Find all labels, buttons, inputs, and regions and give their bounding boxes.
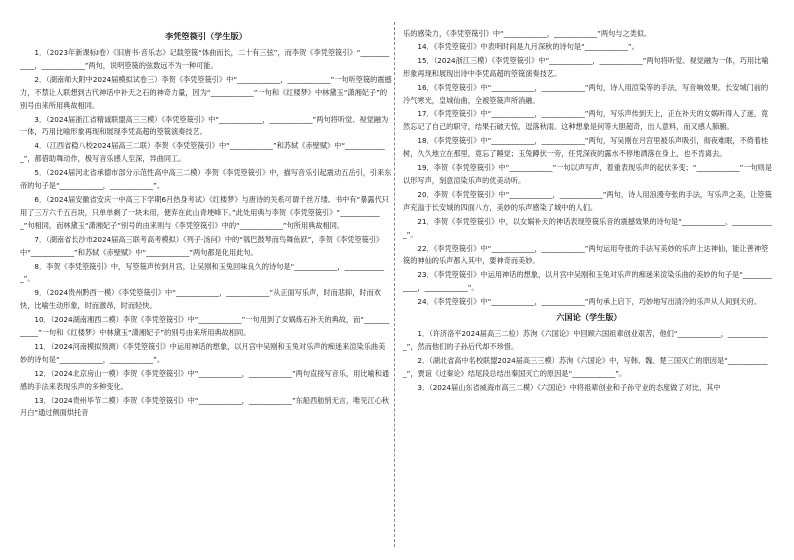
left-column [20,28,392,548]
question-item: 12．（2024北京房山一模）李贺《李凭箜篌引》中“____________，____________”两句直接写音乐，用比喻和通感的手法来表现乐声的多种变化。 [20,368,390,391]
question-item: 22．《李凭箜篌引》中“____________，____________”两句运用夸张的手法写美妙的乐声上达神仙，能让善神箜篌的神仙的乐声都入其中，要神奇而美妙。 [403,243,769,266]
question-item: 5．（2024届河北省承德市部分示范性高中高三二模）李贺《李凭箜篌引》中，描写音乐引起震动五岳引，引来东帝的句子是“____________，____________”。 [20,168,392,191]
question-item: 15．（2024浙江三模）《李凭箜篌引》中“____________，____________”两句将听觉、视觉融为一体，巧用比喻形象再现和展现出诗中李凭高超的箜篌演奏技艺。 [403,55,769,78]
column-divider [394,22,395,547]
question-item: 1．（2023年新课标Ⅰ卷）《旧唐书·音乐志》记载箜篌“体曲而长，二十有三弦”，而李贺《李凭箜篌引》“____________，____________”两句，说明箜篌的弦数远不为一种可能。 [20,48,390,70]
question-item: 2．（湖南师大附中2024届模拟试卷三）李贺《李凭箜篌引》中“____________，____________”一句听箜篌的震撼力，不禁让人联想到古代神话中补天之石的神奇力量，因为“____________”一句和《红楼梦》中林黛玉“潇湘妃子”的别号由来所用典故相同。 [20,74,392,110]
question-item: 13．（2024贵州毕节二模）李贺《李凭箜篌引》中“____________，____________”东船西舫悄无言，唯见江心秋月白”通过侧面烘托音 [20,395,390,418]
question-item: 21．李贺《李凭箜篌引》中，以女娲补天的神话表现箜篌乐音的震撼效果的诗句是“____________，____________”。 [403,216,772,239]
question-item: 9．（2024贵州黔西一模）《李凭箜篌引》中“____________，____________”从正面写乐声，时而悲抑，时而欢快，比喻生动形象，时而激昂，时而轻快。 [20,288,381,311]
question-item: 8．李贺《李凭箜篌引》中，写箜篌声传到月宫，让吴刚和玉兔回味良久的诗句是“____________，____________”。 [20,261,385,284]
question-item: 3．（2024届浙江省精诚联盟高三三模）《李凭箜篌引》中“____________，____________”两句将听觉、视觉融为一体，巧用比喻形象再现和展现李凭高超的箜篌演奏技艺。 [20,114,389,137]
question-item: 19．李贺《李凭箜篌引》中“____________”一句以声写声，着重表现乐声的起伏多变；“____________”一句则是以形写声，刻意渲染乐声的优美动听。 [403,163,773,185]
question-item: 1．（许济洛平2024届高三二检）苏洵《六国论》中回顾六国祖辈创业艰苦，他们“____________，____________”，然而他们的子孙后代却不珍惜。 [403,329,768,351]
question-item: 11．（2024河南模拟预测）《李凭箜篌引》中运用神话的想象，以月宫中吴刚和玉兔对乐声的痴迷来渲染乐曲美妙的诗句是“____________，____________”。 [20,341,386,364]
question-item: 6．（2024届安徽省安庆一中高三下学期6月热身考试）《红楼梦》与唐诗的关系可谓千丝万缕。书中有“暴露代只用了三万六千五百块，只单单剩了一块未用，便弃在此山青埂峰下。”此处用典与李贺《李凭箜篌引》“____________”句相同，而林黛玉“潇湘妃子”别号的由来则与《李凭箜篌引》中的“____________”句所用典故相同。 [20,194,389,230]
question-item: 14．《李凭箜篌引》中表明时间是九月深秋的诗句是“____________”。 [417,41,639,51]
question-item: 24．《李凭箜篌引》中“____________，____________”两句承上启下，巧妙地写出清冷的乐声从人间到天府。 [417,297,762,307]
question-item: 17．《李凭箜篌引》中“____________，____________”两句，写乐声传到天上，正在补天的女娲听得入了迷，竟然忘记了自己的职守，结果石破天惊，逗落秋雨。这种想象是何等大胆超奇，出人意料，而又感人肺腑。 [403,109,769,132]
right-column [403,28,775,548]
section-title-li-ping: 李凭箜篌引（学生版） [165,31,247,41]
question-continuation: 乐的感染力，《李凭箜篌引》中“____________，____________”两句与之类似。 [403,29,652,38]
question-item: 2．（湖北省高中名校联盟2024届高三三模）苏洵《六国论》中，写韩、魏、楚三国灭亡的原因是“____________”，贾谊《过秦论》结尾段总结出秦国灭亡的原因是“____________”。 [403,355,768,378]
question-item: 23．《李凭箜篌引》中运用神话的想象，以月宫中吴刚和玉兔对乐声的痴迷来渲染乐曲的美妙的句子是“____________，____________”。 [403,270,772,293]
question-item: 10．（2024湖南湘西二模）李贺《李凭箜篌引》中“____________”一句用到了女娲炼石补天的典故，而“____________”一句和《红楼梦》中林黛玉“潇湘妃子”的别号由来所用典故相同。 [20,315,390,338]
question-item: 18．《李凭箜篌引》中“____________，____________”两句，写吴刚在月宫里被乐声吸引，彻夜难眠，不倚着桂树，久久地立在那里，竟忘了睡觉；玉兔蹲伏一旁，任凭深夜的露水不停地洒落在身上，也不肯离去。 [403,136,769,159]
question-item: 7．（湖南省长沙市2024届高三联考高考模拟）《列子·汤问》中的“瓠巴鼓琴而鸟舞鱼跃”，李贺《李凭箜篌引》中“____________”和苏轼《赤壁赋》中“____________”两句都是化用此句。 [20,234,384,257]
question-item: 20．李贺《李凭箜篌引》中“____________，____________”两句，诗人用浪漫夸张的手法，写乐声之美，让箜篌声充溢于长安城的四面八方，美妙的乐声感染了城中的人们。 [403,189,772,212]
section-title-liu-guo-lun: 六国论（学生版） [556,312,622,323]
question-item: 4．（江西省稳八校2024届高三二联）李贺《李凭箜篌引》中“____________”和苏轼《赤壁赋》中“____________”，都借助舞动作，极写音乐感人至深，异曲同工。 [20,141,385,164]
question-item: 3．（2024届山东省威海市高三二模）《六国论》中将祖辈创业和子孙守业的态度做了对比，其中 [417,382,721,392]
question-item: 16．《李凭箜篌引》中“____________，____________”两句，诗人用渲染等的手法，写音响效果。长安城门前的冷气寒光，皇城仙曲，全被箜篌声所消融。 [403,82,769,105]
